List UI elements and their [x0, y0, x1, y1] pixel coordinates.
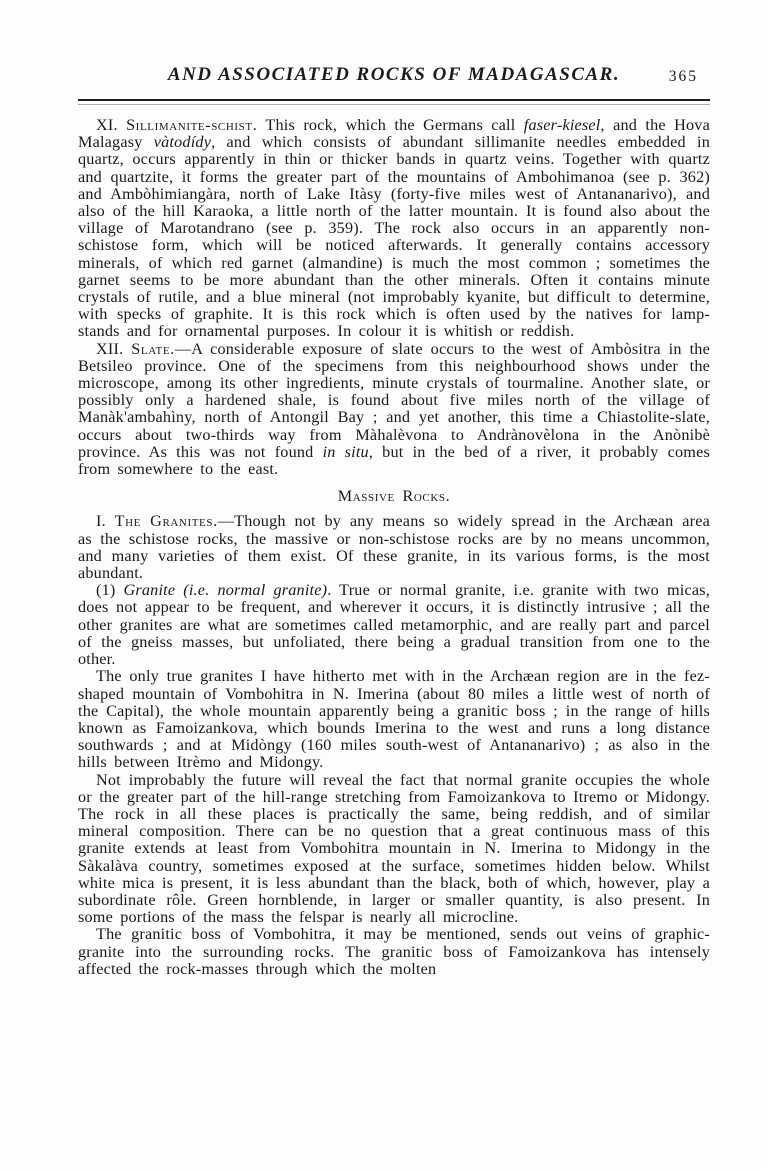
text-segment: The Granites. — [114, 512, 218, 531]
page-number: 365 — [668, 68, 698, 85]
header-rule — [78, 99, 710, 105]
paragraph — [78, 926, 710, 978]
running-title: AND ASSOCIATED ROCKS OF MADAGASCAR. — [167, 64, 621, 85]
paragraph — [78, 117, 710, 341]
paragraph — [78, 513, 710, 582]
text-segment: Massive Rocks. — [337, 487, 451, 506]
text-segment: XI. — [96, 116, 127, 134]
paragraph — [78, 341, 710, 479]
text-segment: , and which consists of abundant sillimanite needles embedded in quartz, occurs apparently in thin or thicker bands in quartz veins. Together with quartz and quartzite, it forms the greater part of the mountains of Ambohimanoa (see p. 362) and Ambòhimiangàra, north of Lake Itàsy (forty-five miles west of Antananarivo), and also of the hill Karaoka, a little north of the latter mountain. It is found also about the village of Marotandrano (see p. 359). The rock also occurs in an apparently non-schistose form, which will be noticed afterwards. It generally contains accessory minerals, of which red garnet (almandine) is much the most common ; sometimes the garnet seems to be more abundant than the other minerals. Often it contains minute crystals of rutile, and a blue mineral (not improbably kyanite, but difficult to determine, with specks of graphite. It is this rock which is often used by the natives for lamp-stands and for ornamental purposes. In colour it is whitish or reddish. — [78, 133, 711, 341]
text-segment: Not improbably the future will reveal the fact that normal granite occupies the whole or the greater part of the hill-range stretching from Famoizankova to Itremo or Midongy. The rock in all these places is practically the same, being reddish, and of similar mineral composition. There can be no question that a great continuous mass of this granite extends at least from Vombohitra mountain in N. Imerina to Midongy in the Sàkalàva country, sometimes exposed at the surface, sometimes hidden below. Whilst white mica is present, it is less abundant than the black, both of which, however, play a subordinate rôle. Green hornblende, in larger or smaller quantity, is also present. In some portions of the mass the felspar is nearly all microcline. — [78, 770, 710, 927]
text-segment: I. — [96, 512, 115, 531]
text-segment: faser-kiesel — [523, 116, 601, 134]
text-segment: , and the Hova Malagasy — [78, 116, 710, 152]
text-segment: Slate. — [131, 339, 175, 358]
page-header — [78, 64, 710, 92]
section-heading — [78, 488, 710, 505]
text-segment: —Though not by any means so widely spread in the Archæan area as the schistose rocks, the massive or non-schistose rocks are by no means uncommon, and many varieties of them exist. Of these granite, in its various forms, is the most abundant. — [78, 512, 710, 583]
page-body — [78, 117, 710, 978]
page-content — [78, 64, 710, 978]
text-segment: Granite (i.e. normal granite) — [123, 581, 328, 600]
text-segment: , but in the bed of a river, it probably comes from somewhere to the east. — [78, 442, 710, 479]
text-segment: vàtodídy — [153, 133, 212, 152]
text-segment: The only true granites I have hitherto met with in the Archæan region are in the fez-shaped mountain of Vombohitra in N. Imerina (about 80 miles a little west of north of the Capital), the whole mountain apparently being a granitic boss ; in the range of hills known as Famoizankova, which bounds Imerina to the west and runs a long distance southwards ; and at Midòngy (160 miles south-west of Antananarivo) ; as also in the hills between Itrèmo and Midongy. — [78, 667, 710, 772]
text-segment: Sillimanite-schist. — [126, 116, 258, 134]
text-segment: This rock, which the Germans call — [257, 116, 524, 134]
paragraph — [78, 582, 710, 668]
text-segment: . True or normal granite, i.e. granite with two micas, does not appear to be frequent, and wherever it occurs, it is distinctly intrusive ; all the other granites are what are sometimes called metamorphic, and are really part and parcel of the gneiss masses, but unfoliated, there being a gradual transition from one to the other. — [78, 581, 710, 669]
text-segment: —A considerable exposure of slate occurs to the west of Ambòsitra in the Betsileo province. One of the specimens from this neighbourhood shows under the microscope, among its other ingredients, minute crystals of tourmaline. Another slate, or possibly only a hardened shale, is found about five miles north of the village of Manàk'ambahìny, north of Antongil Bay ; and yet another, this time a Chiastolite-slate, occurs about two-thirds way from Màhalèvona to Andrànovèlona in the Anònibè province. As this was not found — [78, 339, 710, 461]
text-segment: in situ — [322, 442, 369, 461]
text-segment: The granitic boss of Vombohitra, it may be mentioned, sends out veins of graphic-granite into the surrounding rocks. The granitic boss of Famoizankova has intensely affected the rock-masses through which the molten — [78, 925, 710, 978]
paragraph — [78, 772, 710, 927]
paragraph — [78, 668, 710, 771]
text-segment: (1) — [96, 581, 124, 600]
text-segment: XII. — [96, 339, 132, 358]
